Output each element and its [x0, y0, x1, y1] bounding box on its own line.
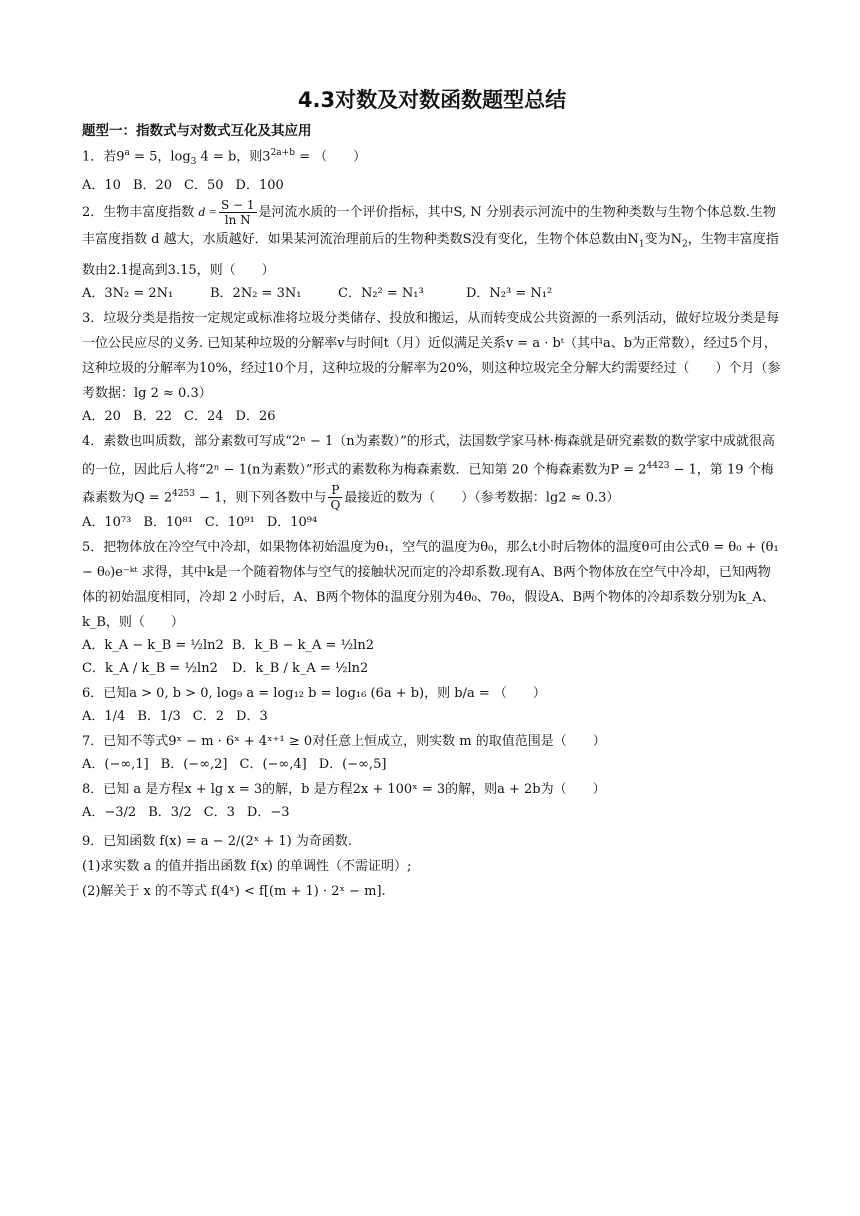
option-d: D．26	[235, 408, 276, 424]
question-5: 5．把物体放在冷空气中冷却，如果物体初始温度为θ₁，空气的温度为θ₀，那么t小时后物体的温度θ可由公式θ = θ₀ + (θ₁ − θ₀)e⁻ᵏᵗ 求得，其中k是一个随着物体与空气的接触状况而定的冷却系数.现有A、B两个物体放在空气中冷却，已知两物体的初始温度相同，冷却 2 小时后，A、B两个物体的温度分别为4θ₀、7θ₀，假设A、B两个物体的冷却系数分别为k_A、k_B，则（ ）	[82, 540, 779, 631]
option-b: B．2N₂ = 3N₁	[210, 285, 302, 301]
question-7: 7．已知不等式9ˣ − m · 6ˣ + 4ˣ⁺¹ ≥ 0对任意上恒成立，则实数 m 的取值范围是（ ）	[82, 734, 606, 750]
option-c: C．24	[184, 408, 224, 424]
question-5-options-row-2	[82, 658, 782, 680]
option-d: D．3	[236, 709, 268, 725]
fraction: $\frac{S - 1}{\text{ln N}}$	[220, 197, 255, 227]
worksheet	[82, 84, 782, 904]
question-9: 9．已知函数 f(x) = a − 2/(2ˣ + 1) 为奇函数.	[82, 834, 353, 850]
option-a: A．1/4	[82, 709, 126, 725]
question-9-part-1: (1)求实数 a 的值并指出函数 f(x) 的单调性（不需证明）;	[82, 859, 412, 875]
option-c: C．50	[184, 177, 224, 193]
question-4: 4．素数也叫质数，部分素数可写成“2ⁿ − 1（n为素数）”的形式，法国数学家马林·梅森就是研究素数的数学家中成就很高的一位，因此后人将“2ⁿ − 1(n为素数）”形式的素数称为梅森素数．已知第 20 个梅森素数为$P = 2^{4423} - 1$，第 19 个梅森素数为$Q = 2^{4253} - 1$，则下列各数中与 $\frac{P}{Q}$ 最接近的数为（ ）（参考数据：lg2 ≈ 0.3）	[82, 433, 775, 513]
question-4-options	[82, 512, 782, 534]
question-3-options	[82, 406, 782, 428]
option-c: C．2	[192, 709, 225, 725]
option-c: C．10⁹¹	[204, 515, 255, 531]
question-1: 1．若$9^a = 5$，$\log_3 4 = b$，则$3^{2a+b}$ = （ ）	[82, 148, 367, 167]
option-a: A．10	[82, 177, 121, 193]
option-a: A．(−∞,1]	[82, 757, 149, 773]
option-d: D．100	[235, 177, 284, 193]
question-3: 3．垃圾分类是指按一定规定或标准将垃圾分类储存、投放和搬运，从而转变成公共资源的一系列活动，做好垃圾分类是每一位公民应尽的义务. 已知某种垃圾的分解率v与时间t（月）近似满足关系v = a · bᵗ（其中a、b为正常数），经过5个月，这种垃圾的分解率为10%，经过10个月，这种垃圾的分解率为20%，则这种垃圾完全分解大约需要经过（ ）个月（参考数据：lg 2 ≈ 0.3）	[82, 310, 781, 401]
option-c: C．N₂² = N₁³	[338, 285, 424, 301]
question-6: 6．已知a > 0, b > 0, log₉ a = log₁₂ b = log₁₆ (6a + b)，则 b/a = （ ）	[82, 686, 546, 702]
question-7-options	[82, 754, 782, 776]
option-b: B．3/2	[148, 805, 192, 821]
option-c: C．k_A / k_B = ½ln2	[82, 661, 218, 677]
option-d: D．(−∞,5]	[318, 757, 387, 773]
option-b: B．1/3	[137, 709, 181, 725]
option-b: B．22	[132, 408, 173, 424]
option-b: B．10⁸¹	[143, 515, 193, 531]
question-5-options-row-1	[82, 635, 782, 657]
question-8: 8．已知 a 是方程x + lg x = 3的解，b 是方程2x + 100ˣ = 3的解，则a + 2b为（ ）	[82, 782, 606, 798]
option-c: C．3	[203, 805, 235, 821]
option-a: A．10⁷³	[82, 515, 132, 531]
option-d: D．k_B / k_A = ½ln2	[232, 661, 369, 677]
page-title: 4.3对数及对数函数题型总结	[297, 88, 567, 112]
fraction: $\frac{P}{Q}$	[330, 483, 341, 513]
question-2-options	[82, 283, 782, 305]
option-b: B．20	[132, 177, 173, 193]
option-a: A．3N₂ = 2N₁	[82, 285, 174, 301]
question-6-options	[82, 706, 782, 728]
option-d: D．−3	[246, 805, 290, 821]
section-heading-1: 题型一：指数式与对数式互化及其应用	[82, 123, 312, 139]
option-c: C．(−∞,4]	[239, 757, 307, 773]
option-a: A．20	[82, 408, 121, 424]
option-b: B．k_B − k_A = ½ln2	[232, 638, 374, 654]
option-a: A．k_A − k_B = ½ln2	[82, 638, 224, 654]
question-1-options	[82, 175, 782, 197]
option-a: A．−3/2	[82, 805, 137, 821]
question-9-part-2: (2)解关于 x 的不等式 f(4ˣ) < f[(m + 1) · 2ˣ − m].	[82, 884, 386, 900]
question-2: 2．生物丰富度指数 d = $\frac{S - 1}{\text{ln N}}$ 是河流水质的一个评价指标，其中S, N 分别表示河流中的生物种类数与生物个体总数.生物丰富度指数 d 越大，水质越好．如果某河流治理前后的生物种类数S没有变化，生物个体总数由$N_1$变为$N_2$，生物丰富度指数由2.1提高到3.15，则（ ）	[82, 197, 779, 278]
option-d: D．N₂³ = N₁²	[466, 285, 553, 301]
question-8-options	[82, 802, 782, 824]
option-b: B．(−∞,2]	[160, 757, 228, 773]
option-d: D．10⁹⁴	[266, 515, 318, 531]
